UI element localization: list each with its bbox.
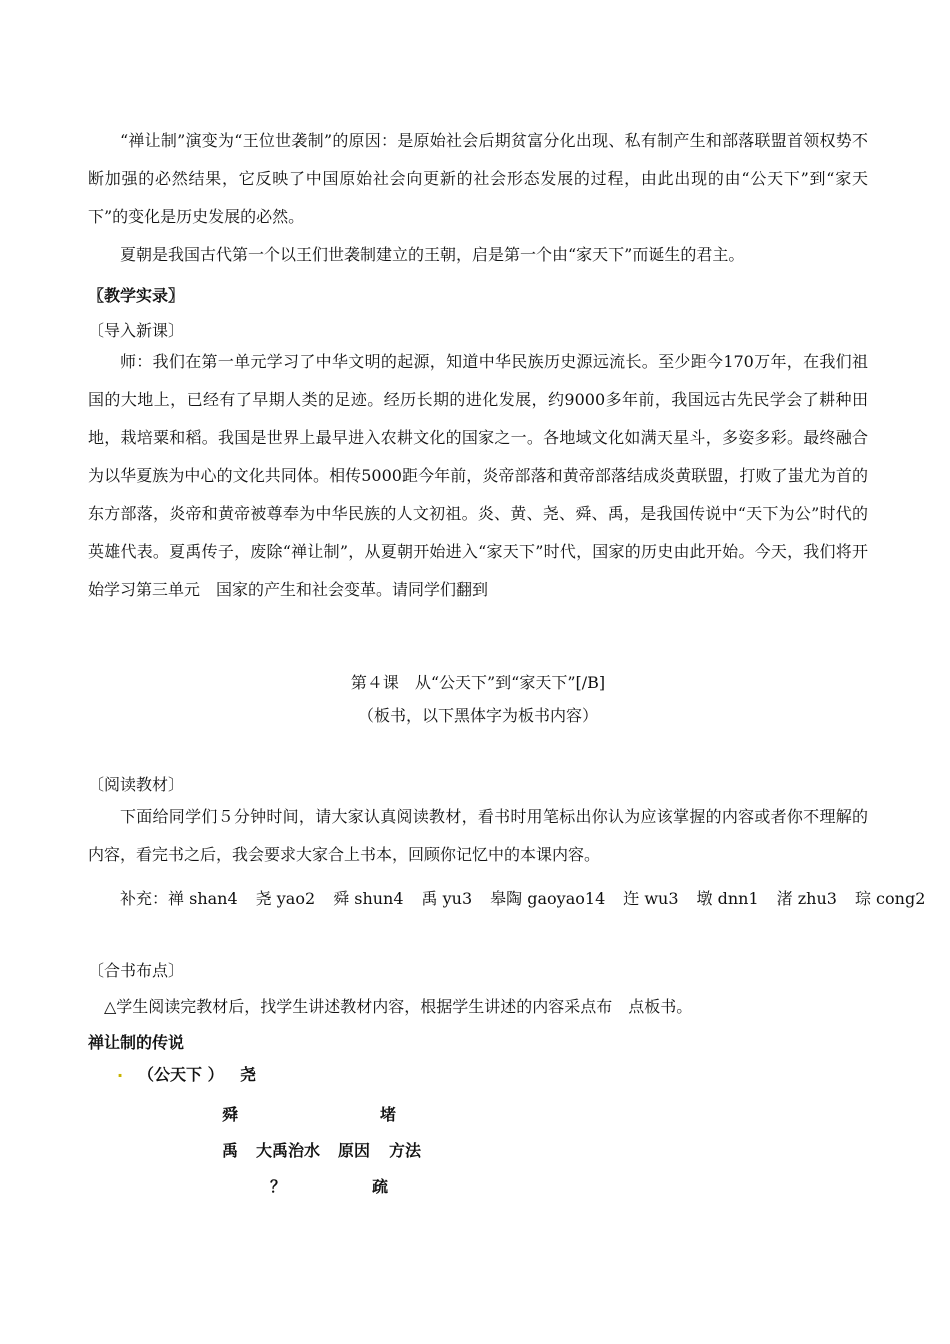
board-yu: 禹 bbox=[222, 1141, 239, 1160]
supplement-item: 琮 cong2 bbox=[854, 889, 926, 908]
paragraph-xia-dynasty: 夏朝是我国古代第一个以王们世袭制建立的王朝，启是第一个由“家天下”而诞生的君主。 bbox=[120, 245, 745, 264]
label-intro: 〔导入新课〕 bbox=[88, 321, 185, 340]
board-fangfa: 方法 bbox=[389, 1141, 422, 1160]
supplement-item: 渚 zhu3 bbox=[776, 889, 837, 908]
supplement-item: 禅 shan4 bbox=[168, 889, 238, 908]
lesson-title: 第４课 从“公天下”到“家天下”[/B] bbox=[350, 673, 606, 692]
paragraph-intro: 师：我们在第一单元学习了中华文明的起源，知道中华民族历史源远流长。至少距今170万年，在我们祖国的大地上，已经有了早期人类的足迹。经历长期的进化发展，约9000多年前，我国远古先民学会了耕种田地，栽培粟和稻。我国是世界上最早进入农耕文化的国家之一。各地域文化如满天星斗，多姿多彩。最终融合为以华夏族为中心的文化共同体。相传5000距今年前，炎帝部落和黄帝部落结成炎黄联盟，打败了蚩尤为首的东方部落，炎帝和黄帝被尊奉为中华民族的人文初祖。炎、黄、尧、舜、禹，是我国传说中“天下为公”时代的英雄代表。夏禹传子，废除“禅让制”，从夏朝开始进入“家天下”时代，国家的历史由此开始。今天，我们将开始学习第三单元 国家的产生和社会变革。请同学们翻到 bbox=[88, 352, 868, 599]
board-heading: 禅让制的传说 bbox=[88, 1033, 185, 1052]
board-yuanyin: 原因 bbox=[338, 1141, 371, 1160]
supplement-item: 迕 wu3 bbox=[623, 889, 679, 908]
board-du: 堵 bbox=[380, 1105, 397, 1124]
supplement-label: 补充： bbox=[120, 889, 169, 908]
supplement-item: 皋陶 gaoyao14 bbox=[490, 889, 606, 908]
board-gong-tianxia: （公天下 ） bbox=[138, 1065, 224, 1084]
label-reading: 〔阅读教材〕 bbox=[88, 775, 185, 794]
supplement-item: 尧 yao2 bbox=[255, 889, 316, 908]
label-closing: 〔合书布点〕 bbox=[88, 961, 185, 980]
board-yao: 尧 bbox=[240, 1065, 257, 1084]
lesson-note: （板书，以下黑体字为板书内容） bbox=[357, 706, 598, 725]
supplement-item: 舜 shun4 bbox=[333, 889, 404, 908]
board-dot: . bbox=[117, 1062, 124, 1081]
board-question: ？ bbox=[270, 1177, 287, 1196]
board-dayu-zhishui: 大禹治水 bbox=[256, 1141, 321, 1160]
section-heading-record: 〖教学实录〗 bbox=[88, 286, 185, 305]
paragraph-closing: △学生阅读完教材后，找学生讲述教材内容，根据学生讲述的内容采点布 点板书。 bbox=[104, 997, 693, 1016]
board-shu: 疏 bbox=[372, 1177, 389, 1196]
paragraph-reason: “禅让制”演变为“王位世袭制”的原因：是原始社会后期贫富分化出现、私有制产生和部落联盟首领权势不断加强的必然结果，它反映了中国原始社会向更新的社会形态发展的过程，由此出现的由“公天下”到“家天下”的变化是历史发展的必然。 bbox=[88, 131, 868, 226]
supplement-item: 禹 yu3 bbox=[421, 889, 473, 908]
supplement-item: 墩 dnn1 bbox=[696, 889, 759, 908]
board-shun: 舜 bbox=[222, 1105, 239, 1124]
supplement-line bbox=[120, 886, 943, 909]
paragraph-reading: 下面给同学们５分钟时间，请大家认真阅读教材，看书时用笔标出你认为应该掌握的内容或者你不理解的内容，看完书之后，我会要求大家合上书本，回顾你记忆中的本课内容。 bbox=[88, 807, 868, 864]
